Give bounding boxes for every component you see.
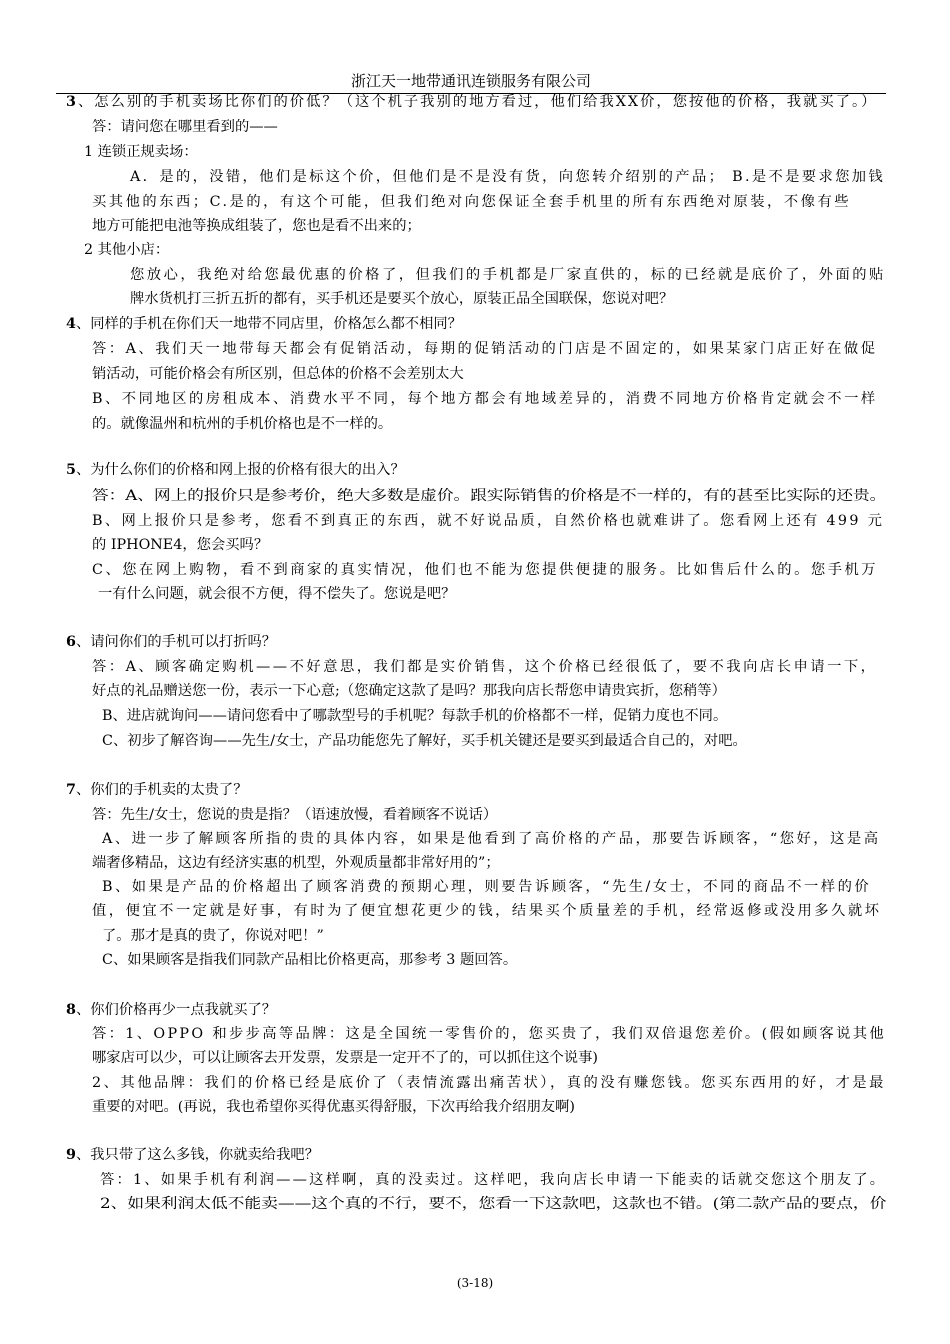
line-text: 哪家店可以少，可以让顾客去开发票，发票是一定开不了的，可以抓住这个说事) (92, 1050, 598, 1066)
line-text: 2、如果利润太低不能卖——这个真的不行，要不，您看一下这款吧，这款也不错。(第二款产品的要点，价 (100, 1196, 887, 1212)
answer-line (98, 582, 455, 606)
answer-line (92, 1046, 598, 1070)
page-number: (3-18) (456, 1276, 494, 1290)
answer-line (130, 165, 885, 189)
line-text: B、网上报价只是参考，您看不到真正的东西，就不好说品质，自然价格也就难讲了。您看网上还有 499 元 (92, 513, 885, 529)
answer-line (130, 263, 886, 287)
answer-line (100, 1192, 886, 1216)
question-line (66, 1143, 319, 1167)
line-text: C、初步了解咨询——先生/女士，产品功能您先了解好，买手机关键还是要买到最适合自己的，对吧。 (102, 733, 747, 749)
line-text: B、如果是产品的价格超出了顾客消费的预期心理，则要告诉顾客，“先生/女士，不同的商品不一样的价 (102, 879, 872, 895)
answer-line (92, 1095, 575, 1119)
line-text: A、进一步了解顾客所指的贵的具体内容，如果是他看到了高价格的产品，那要告诉顾客，“您好，这是高 (102, 831, 881, 847)
answer-line (92, 214, 421, 238)
answer-line (130, 287, 673, 311)
question-line (66, 312, 462, 336)
answer-line (92, 803, 497, 827)
answer-line (92, 484, 886, 508)
question-line (66, 630, 276, 654)
line-text: 的。就像温州和杭州的手机价格也是不一样的。 (92, 416, 393, 432)
answer-line (102, 704, 727, 728)
question-number: 6 (66, 634, 76, 650)
line-text: 2 其他小店： (84, 242, 170, 258)
answer-line (92, 412, 392, 436)
line-text: B、进店就询问——请问您看中了哪款型号的手机呢？每款手机的价格都不一样，促销力度也不同。 (102, 708, 728, 724)
line-text: 、怎么别的手机卖场比你们的价低？（这个机子我别的地方看过，他们给我XX价，您按他的价格，我就买了。） (77, 94, 878, 110)
line-text: 答：A、顾客确定购机——不好意思，我们都是实价销售，这个价格已经很低了，要不我向店长申请一下， (92, 659, 878, 675)
line-text: 了。那才是真的贵了，你说对吧！” (102, 928, 324, 944)
line-text: 一有什么问题，就会很不方便，得不偿失了。您说是吧？ (98, 586, 456, 602)
question-number: 4 (66, 316, 76, 332)
answer-line (92, 851, 500, 875)
answer-line (92, 655, 877, 679)
answer-line (92, 1071, 886, 1095)
line-text: 、你们的手机卖的太贵了？ (75, 782, 248, 798)
answer-line (92, 558, 878, 582)
line-text: 买其他的东西；C.是的，有这个可能，但我们绝对向您保证全套手机里的所有东西绝对原装，不像有些 (92, 194, 852, 210)
line-text: 您放心，我绝对给您最优惠的价格了，但我们的手机都是厂家直供的，标的已经就是底价了，外面的贴 (130, 267, 886, 283)
answer-line (92, 115, 278, 139)
answer-line (102, 924, 324, 948)
line-text: 、你们价格再少一点我就买了？ (75, 1002, 277, 1018)
answer-line (92, 1022, 886, 1046)
question-number: 5 (66, 462, 76, 478)
line-text: 好点的礼品赠送您一份，表示一下心意;（您确定这款了是吗？那我向店长帮您申请贵宾折，您稍等） (92, 683, 726, 699)
answer-line (102, 827, 881, 851)
question-number: 9 (66, 1147, 76, 1163)
question-line (66, 458, 405, 482)
answer-line (92, 337, 877, 361)
answer-line (92, 387, 878, 411)
line-text: 答：A、网上的报价只是参考价，绝大多数是虚价。跟实际销售的价格是不一样的，有的甚至比实际的还贵。 (92, 488, 887, 504)
question-number: 8 (66, 1002, 76, 1018)
line-text: 牌水货机打三折五折的都有，买手机还是要买个放心，原装正品全国联保，您说对吧？ (130, 291, 674, 307)
line-text: B、不同地区的房租成本、消费水平不同，每个地方都会有地域差异的，消费不同地方价格肯定就会不一样 (92, 391, 878, 407)
line-text: 答：请问您在哪里看到的—— (92, 119, 278, 135)
answer-line (92, 679, 726, 703)
answer-line (102, 729, 747, 753)
answer-line (100, 1168, 886, 1192)
line-text: 、为什么你们的价格和网上报的价格有很大的出入？ (75, 462, 405, 478)
answer-line (84, 140, 198, 164)
answer-line (92, 362, 464, 386)
line-text: 、我只带了这么多钱，你就卖给我吧？ (75, 1147, 319, 1163)
line-text: 答：1、OPPO 和步步高等品牌：这是全国统一零售价的，您买贵了，我们双倍退您差价。(假如顾客说其他 (92, 1026, 887, 1042)
answer-line (92, 190, 851, 214)
question-number: 3 (66, 94, 78, 110)
line-text: 重要的对吧。(再说，我也希望你买得优惠买得舒服，下次再给我介绍朋友啊) (92, 1099, 575, 1115)
line-text: 、同样的手机在你们天一地带不同店里，价格怎么都不相同？ (75, 316, 462, 332)
line-text: 答：先生/女士，您说的贵是指？（语速放慢，看着顾客不说话） (92, 807, 498, 823)
answer-line (92, 533, 268, 557)
line-text: 值，便宜不一定就是好事，有时为了便宜想花更少的钱，结果买个质量差的手机，经常返修或没用多久就坏 (92, 903, 882, 919)
line-text: 端奢侈精品，这边有经济实惠的机型，外观质量都非常好用的”； (92, 855, 500, 871)
line-text: 、请问你们的手机可以打折吗？ (75, 634, 277, 650)
line-text: 的 IPHONE4，您会买吗？ (92, 537, 269, 553)
line-text: A．是的，没错，他们是标这个价，但他们是不是没有货，向您转介绍别的产品； B.是不是要求您加钱 (130, 169, 886, 185)
line-text: 销活动，可能价格会有所区别，但总体的价格不会差别太大 (92, 366, 464, 382)
answer-line (92, 509, 884, 533)
line-text: 2、其他品牌：我们的价格已经是底价了（表情流露出痛苦状），真的没有赚您钱。您买东西用的好，才是最 (92, 1075, 886, 1091)
line-text: 答：1、如果手机有利润——这样啊，真的没卖过。这样吧，我向店长申请一下能卖的话就交您这个朋友了。 (100, 1172, 887, 1188)
question-line (66, 998, 276, 1022)
page-header: 浙江天一地带通讯连锁服务有限公司 (56, 71, 886, 94)
answer-line (92, 899, 881, 923)
answer-line (102, 875, 871, 899)
question-number: 7 (66, 782, 76, 798)
line-text: C、如果顾客是指我们同款产品相比价格更高，那参考 3 题回答。 (102, 952, 518, 968)
answer-line (102, 948, 517, 972)
question-line (66, 778, 248, 802)
line-text: 地方可能把电池等换成组装了，您也是看不出来的； (92, 218, 421, 234)
line-text: 1 连锁正规卖场： (84, 144, 198, 160)
question-line (66, 90, 877, 114)
line-text: 答：A、我们天一地带每天都会有促销活动，每期的促销活动的门店是不固定的，如果某家门店正好在做促 (92, 341, 878, 357)
line-text: C、您在网上购物，看不到商家的真实情况，他们也不能为您提供便捷的服务。比如售后什么的。您手机万 (92, 562, 879, 578)
answer-line (84, 238, 169, 262)
